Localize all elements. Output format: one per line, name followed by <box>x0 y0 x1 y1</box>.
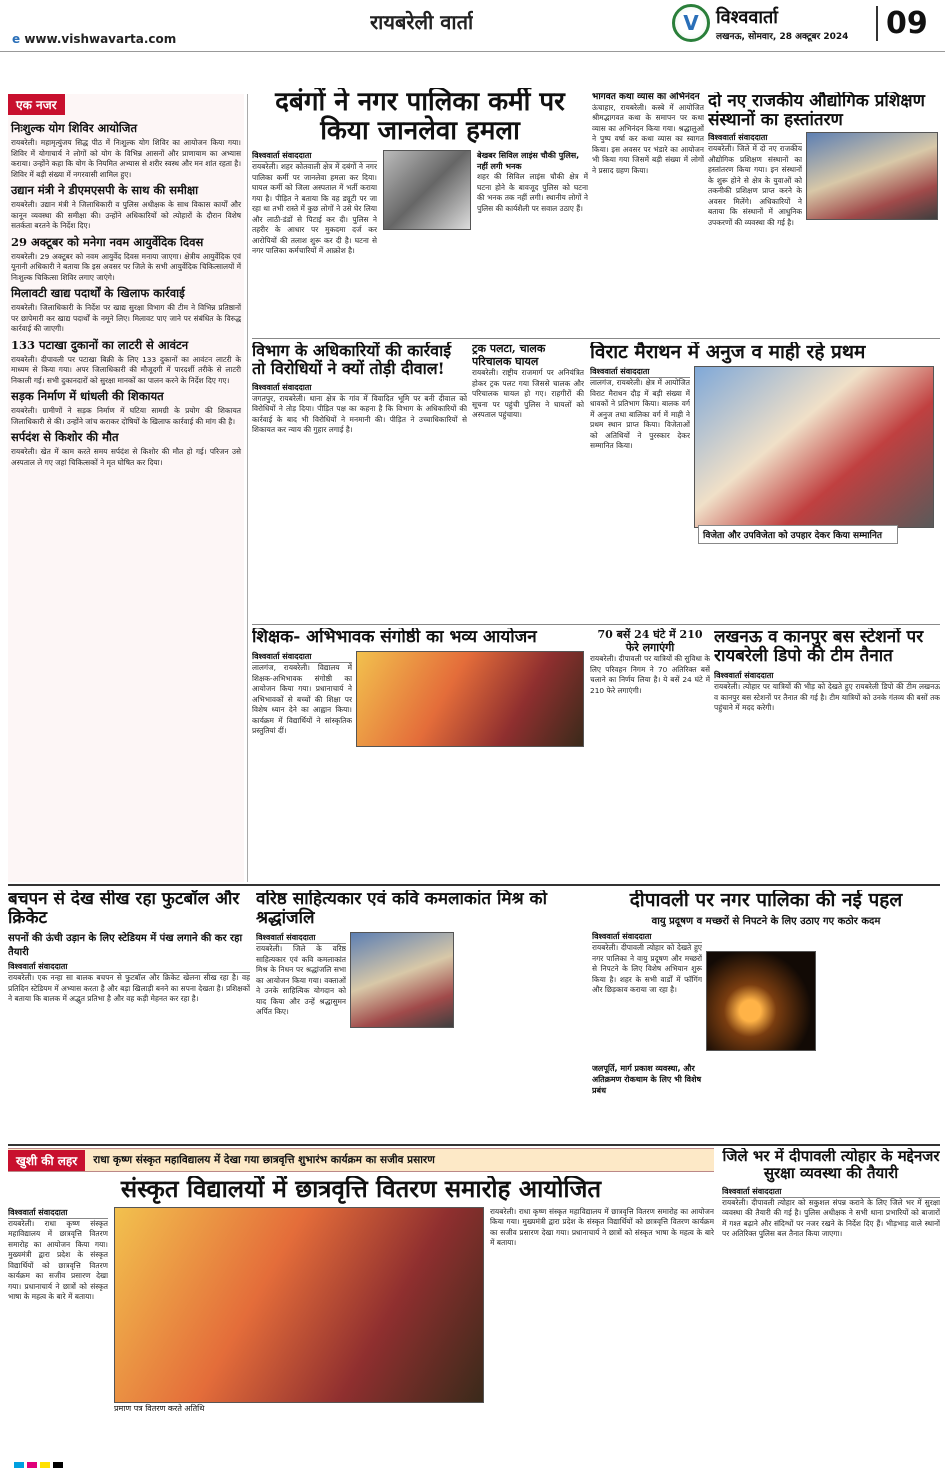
vibhag-body: जगतपुर, रायबरेली। थाना क्षेत्र के गांव में विवादित भूमि पर बनी दीवाल को विरोधियों ने तोड़ दिया। पीड़ित पक्ष का कहना है कि विभाग के अधिकारियों की कार्रवाई के बाद भी विरोधियों ने मनमानी की। पीड़ित ने उच्चाधिकारियों से शिकायत कर न्याय की गुहार लगाई है। <box>252 393 467 435</box>
scholarship-headline: संस्कृत विद्यालयों में छात्रवृत्ति वितरण समारोह आयोजित <box>120 1176 602 1203</box>
brief-text: रायबरेली। 29 अक्टूबर को नवम आयुर्वेद दिवस मनाया जाएगा। क्षेत्रीय आयुर्वेदिक एवं यूनानी अधिकारी ने बताया कि इस अवसर पर जिले के सभी आयुर्वेदिक चिकित्सालयों में निःशुल्क चिकित्सा शिविर लगाए जाएंगे। <box>11 251 241 282</box>
masthead <box>0 0 945 52</box>
tribute-story <box>256 890 586 1142</box>
khushi-kicker: खुशी की लहर <box>8 1150 85 1171</box>
truck-body: रायबरेली। राष्ट्रीय राजमार्ग पर अनियंत्रित होकर ट्रक पलट गया जिससे चालक और परिचालक घायल हो गए। राहगीरों की सूचना पर पहुंची पुलिस ने घायलों को अस्पताल पहुंचाया। <box>472 368 584 420</box>
iti-headline: दो नए राजकीय औद्योगिक प्रशिक्षण संस्थानों का हस्तांतरण <box>708 92 925 131</box>
scholarship-body-cont: रायबरेली। राधा कृष्ण संस्कृत महाविद्यालय में छात्रवृत्ति वितरण समारोह का आयोजन किया गया। मुख्यमंत्री द्वारा प्रदेश के संस्कृत विद्यार्थियों को छात्रवृत्ति वितरण कार्यक्रम का सजीव प्रसारण देखा गया। प्रधानाचार्य ने छात्रों को संस्कृत भाषा के महत्व के बारे में बताया। <box>490 1206 714 1248</box>
iti-story <box>708 92 940 328</box>
print-registration-marks <box>14 1462 63 1468</box>
brief-text: रायबरेली। ग्रामीणों ने सड़क निर्माण में घटिया सामग्री के प्रयोग की शिकायत जिलाधिकारी से की। उन्होंने जांच कराकर दोषियों के खिलाफ कार्रवाई की मांग की है। <box>11 406 241 426</box>
row-divider <box>252 338 940 339</box>
brief-headline: सर्पदंश से किशोर की मौत <box>11 430 119 445</box>
banner-subtitle: राधा कृष्ण संस्कृत महाविद्यालय में देखा गया छात्रवृत्ति शुभारंभ कार्यक्रम का सजीव प्रसारण <box>93 1154 435 1166</box>
main-side-body: शहर की सिविल लाइंस चौकी क्षेत्र में घटना होने के बावजूद पुलिस को घटना की भनक तक नहीं लगी। स्थानीय लोगों ने पुलिस की कार्यशैली पर सवाल उठाए हैं। <box>477 172 588 213</box>
bus-70-body: रायबरेली। दीपावली पर यात्रियों की सुविधा के लिए परिवहन निगम ने 70 अतिरिक्त बसें चलाने का निर्णय लिया है। ये बसें 24 घंटे में 210 फेरे लगाएंगी। <box>590 654 710 695</box>
brief-headline: निःशुल्क योग शिविर आयोजित <box>11 121 137 135</box>
brand-block <box>672 4 848 42</box>
scholarship-story <box>8 1176 714 1456</box>
seminar-headline: शिक्षक- अभिभावक संगोष्ठी का भव्य आयोजन <box>252 628 537 647</box>
brand-name: विश्ववार्ता <box>716 6 778 28</box>
bhagwat-head: भागवत कथा व्यास का अभिनंदन <box>592 92 700 102</box>
ie-icon: e <box>12 32 25 46</box>
scholarship-body: रायबरेली। राधा कृष्ण संस्कृत महाविद्यालय में छात्रवृत्ति वितरण समारोह का आयोजन किया गया। मुख्यमंत्री द्वारा प्रदेश के संस्कृत विद्यार्थियों को छात्रवृत्ति वितरण कार्यक्रम का सजीव प्रसारण देखा गया। प्रधानाचार्य ने छात्रों को संस्कृत भाषा के महत्व के बारे में बताया। <box>8 1218 108 1302</box>
security-headline: जिले भर में दीपावली त्योहार के मद्देनजर सुरक्षा व्यवस्था की तैयारी <box>722 1148 940 1182</box>
diwali-np-story <box>592 890 940 1142</box>
marathon-byline: विश्ववार्ता संवाददाता <box>590 366 690 378</box>
brief-headline: मिलावटी खाद्य पदार्थों के खिलाफ कार्रवाई <box>11 286 185 301</box>
news-brief-column <box>8 94 244 882</box>
security-story <box>722 1148 940 1456</box>
diwali-np-side-head: जलपूर्ति, मार्ग प्रकाश व्यवस्था, और अतिक्रमण रोकथाम के लिए भी विशेष प्रबंध <box>592 1064 702 1096</box>
column-divider <box>247 94 248 882</box>
seminar-photo <box>356 651 584 747</box>
brief-text: रायबरेली। खेत में काम करते समय सर्पदंश से किशोर की मौत हो गई। परिजन उसे अस्पताल ले गए जहां चिकित्सकों ने मृत घोषित कर दिया। <box>11 447 241 467</box>
tribute-body: रायबरेली। जिले के वरिष्ठ साहित्यकार एवं कवि कमलाकांत मिश्र के निधन पर श्रद्धांजलि सभा का आयोजन किया गया। वक्ताओं ने उनके साहित्यिक योगदान को याद किया और उन्हें श्रद्धासुमन अर्पित किए। <box>256 944 346 1017</box>
depot-body: रायबरेली। त्योहार पर यात्रियों की भीड़ को देखते हुए रायबरेली डिपो की टीम लखनऊ व कानपुर बस स्टेशनों पर तैनात की गई है। टीम यात्रियों को उनके गंतव्य की बसों तक पहुंचाने में मदद करेगी। <box>714 682 940 713</box>
football-byline: विश्ववार्ता संवाददाता <box>8 961 250 973</box>
marathon-story <box>590 342 940 622</box>
depot-headline: लखनऊ व कानपुर बस स्टेशनों पर रायबरेली डिपो की टीम तैनात <box>714 628 924 667</box>
main-story <box>252 88 588 338</box>
brief-headline: 133 पटाखा दुकानों का लाटरी से आवंटन <box>11 337 189 352</box>
football-headline: बचपन से देख सीख रहा फुटबॉल और क्रिकेट <box>8 890 240 929</box>
tribute-headline: वरिष्ठ साहित्यकार एवं कवि कमलाकांत मिश्र को श्रद्धांजलि <box>256 890 547 929</box>
scholarship-byline: विश्ववार्ता संवाददाता <box>8 1207 108 1219</box>
brief-list <box>8 121 244 468</box>
brief-headline: उद्यान मंत्री ने डीएमएसपी के साथ की समीक्षा <box>11 183 199 198</box>
marathon-photo <box>694 366 934 528</box>
marathon-headline: विराट मैराथन में अनुज व माही रहे प्रथम <box>590 342 866 363</box>
depot-story <box>714 628 940 880</box>
brief-text: रायबरेली। जिलाधिकारी के निर्देश पर खाद्य सुरक्षा विभाग की टीम ने विभिन्न प्रतिष्ठानों पर छापेमारी कर खाद्य पदार्थों के नमूने लिए। मिलावट पाए जाने पर संबंधित के विरुद्ध कार्रवाई की जाएगी। <box>11 303 241 334</box>
diwali-np-subhead: वायु प्रदूषण व मच्छरों से निपटने के लिए उठाए गए कठोर कदम <box>651 916 881 928</box>
bhagwat-story <box>592 92 704 328</box>
dateline: लखनऊ, सोमवार, 28 अक्टूबर 2024 <box>716 31 849 42</box>
brief-text: रायबरेली। दीपावली पर पटाखा बिक्री के लिए 133 दुकानों का आवंटन लाटरी के माध्यम से किया गया। अपर जिलाधिकारी की मौजूदगी में पारदर्शी तरीके से लाटरी निकाली गई। सभी दुकानदारों को सुरक्षा मानकों का पालन करने के निर्देश दिए गए। <box>11 354 241 385</box>
vibhag-story <box>252 342 467 622</box>
scholarship-caption: प्रमाण पत्र वितरण करते अतिथि <box>114 1403 205 1413</box>
brief-text: रायबरेली। महामृत्युंजय सिद्ध पीठ में निःशुल्क योग शिविर का आयोजन किया गया। शिविर में योगाचार्य ने लोगों को योग के विभिन्न आसनों और प्राणायाम का अभ्यास कराया। उन्होंने कहा कि योग के नियमित अभ्यास से शरीर स्वस्थ और मन शांत रहता है। शिविर में बड़ी संख्या में नगरवासी शामिल हुए। <box>11 138 241 179</box>
football-body: रायबरेली। एक नन्हा सा बालक बचपन से फुटबॉल और क्रिकेट खेलना सीख रहा है। वह प्रतिदिन स्टेडियम में अभ्यास करता है और बड़ा खिलाड़ी बनने का सपना देखता है। प्रशिक्षकों ने बताया कि बालक में अद्भुत प्रतिभा है और वह कड़ी मेहनत कर रहा है। <box>8 973 250 1004</box>
scholarship-photo <box>114 1207 484 1403</box>
website-url[interactable]: e www.vishwavarta.com <box>12 32 177 46</box>
seminar-byline: विश्ववार्ता संवाददाता <box>252 651 352 663</box>
iti-byline: विश्ववार्ता संवाददाता <box>708 132 802 144</box>
depot-byline: विश्ववार्ता संवाददाता <box>714 670 940 682</box>
victim-photo <box>383 150 471 230</box>
tribute-byline: विश्ववार्ता संवाददाता <box>256 932 346 944</box>
diwali-np-body: रायबरेली। दीपावली त्योहार को देखते हुए नगर पालिका ने वायु प्रदूषण और मच्छरों से निपटने के लिए विशेष अभियान शुरू किया है। शहर के सभी वार्डों में फॉगिंग और छिड़काव कराया जा रहा है। <box>592 943 702 995</box>
bhagwat-body: ऊंचाहार, रायबरेली। कस्बे में आयोजित श्रीमद्भागवत कथा के समापन पर कथा व्यास का अभिनंदन किया गया। श्रद्धालुओं ने पुष्प वर्षा कर कथा व्यास का स्वागत किया। इस अवसर पर भंडारे का आयोजन भी किया गया जिसमें बड़ी संख्या में लोगों ने प्रसाद ग्रहण किया। <box>592 102 704 175</box>
main-headline: दबंगों ने नगर पालिका कर्मी पर किया जानलेवा हमला <box>275 88 565 147</box>
section-title: रायबरेली वार्ता <box>370 10 474 34</box>
brief-headline: 29 अक्टूबर को मनेगा नवम आयुर्वेदिक दिवस <box>11 234 204 249</box>
brief-headline: सड़क निर्माण में धांधली की शिकायत <box>11 389 164 404</box>
bus-70-story <box>590 628 710 880</box>
seminar-body: लालगंज, रायबरेली। विद्यालय में शिक्षक-अभिभावक संगोष्ठी का आयोजन किया गया। प्रधानाचार्य ने अभिभावकों से बच्चों की शिक्षा पर विशेष ध्यान देने का आह्वान किया। कार्यक्रम में विद्यार्थियों ने सांस्कृतिक प्रस्तुतियां दीं। <box>252 663 352 736</box>
marathon-caption: विजेता और उपविजेता को उपहार देकर किया सम्मानित <box>698 525 898 544</box>
truck-head: ट्रक पलटा, चालक परिचालक घायल <box>472 342 546 369</box>
tribute-photo <box>350 932 454 1028</box>
vibhag-byline: विश्ववार्ता संवाददाता <box>252 382 467 394</box>
section-rule <box>8 884 940 886</box>
main-byline: विश्ववार्ता संवाददाता <box>252 150 377 162</box>
iti-photo <box>806 132 938 220</box>
main-side-head: बेखबर सिविल लाइंस चौकी पुलिस, नहीं लगी भनक <box>477 151 580 172</box>
marathon-body: लालगंज, रायबरेली। क्षेत्र में आयोजित विराट मैराथन दौड़ में बड़ी संख्या में धावकों ने प्रतिभाग किया। बालक वर्ग में अनुज तथा बालिका वर्ग में माही ने प्रथम स्थान प्राप्त किया। विजेताओं को अतिथियों ने पुरस्कार देकर सम्मानित किया। <box>590 378 690 451</box>
brief-text: रायबरेली। उद्यान मंत्री ने जिलाधिकारी व पुलिस अधीक्षक के साथ विकास कार्यों और कानून व्यवस्था की समीक्षा की। उन्होंने अधिकारियों को त्योहारों के दौरान विशेष सतर्कता बरतने के निर्देश दिए। <box>11 200 241 231</box>
page-number: 09 <box>876 6 928 41</box>
football-story <box>8 890 250 1142</box>
bus-70-head: 70 बसें 24 घंटे में 210 फेरे लगाएंगी <box>597 628 703 655</box>
football-subhead: सपनों की ऊंची उड़ान के लिए स्टेडियम में पंख लगाने की कर रहा तैयारी <box>8 933 243 959</box>
security-byline: विश्ववार्ता संवाददाता <box>722 1186 940 1198</box>
brand-logo-icon: V <box>672 4 710 42</box>
truck-story <box>472 342 584 622</box>
diwali-lamp-photo <box>706 951 816 1051</box>
section-rule <box>8 1144 940 1146</box>
bottom-banner-strip <box>8 1148 714 1172</box>
ek-nazar-kicker: एक नजर <box>8 94 65 115</box>
security-body: रायबरेली। दीपावली त्योहार को सकुशल संपन्न कराने के लिए जिले भर में सुरक्षा व्यवस्था की तैयारी की गई है। पुलिस अधीक्षक ने सभी थाना प्रभारियों को बाजारों में गश्त बढ़ाने और संदिग्धों पर नजर रखने के निर्देश दिए हैं। भीड़भाड़ वाले स्थानों पर अतिरिक्त पुलिस बल तैनात किया जाएगा। <box>722 1197 940 1239</box>
diwali-np-headline: दीपावली पर नगर पालिका की नई पहल <box>629 890 903 911</box>
row-divider <box>252 624 940 625</box>
iti-body: रायबरेली। जिले में दो नए राजकीय औद्योगिक प्रशिक्षण संस्थानों का हस्तांतरण किया गया। इन संस्थानों के शुरू होने से क्षेत्र के युवाओं को तकनीकी प्रशिक्षण प्राप्त करने के अवसर मिलेंगे। अधिकारियों ने बताया कि संस्थानों में आधुनिक उपकरणों की व्यवस्था की गई है। <box>708 144 802 227</box>
vibhag-headline: विभाग के अधिकारियों की कार्रवाई तो विरोधियों ने क्यों तोड़ी दीवाल! <box>252 342 452 378</box>
main-body: रायबरेली। शहर कोतवाली क्षेत्र में दबंगों ने नगर पालिका कर्मी पर जानलेवा हमला कर दिया। घायल कर्मी को जिला अस्पताल में भर्ती कराया गया है। पीड़ित ने बताया कि वह ड्यूटी पर जा रहा था तभी रास्ते में कुछ लोगों ने उसे घेर लिया और लाठी-डंडों से पिटाई कर दी। पुलिस ने तहरीर के आधार पर मुकदमा दर्ज कर आरोपियों की तलाश शुरू कर दी है। घटना से नगर पालिका कर्मचारियों में आक्रोश है। <box>252 162 377 256</box>
diwali-np-byline: विश्ववार्ता संवाददाता <box>592 931 702 943</box>
seminar-story <box>252 628 587 880</box>
